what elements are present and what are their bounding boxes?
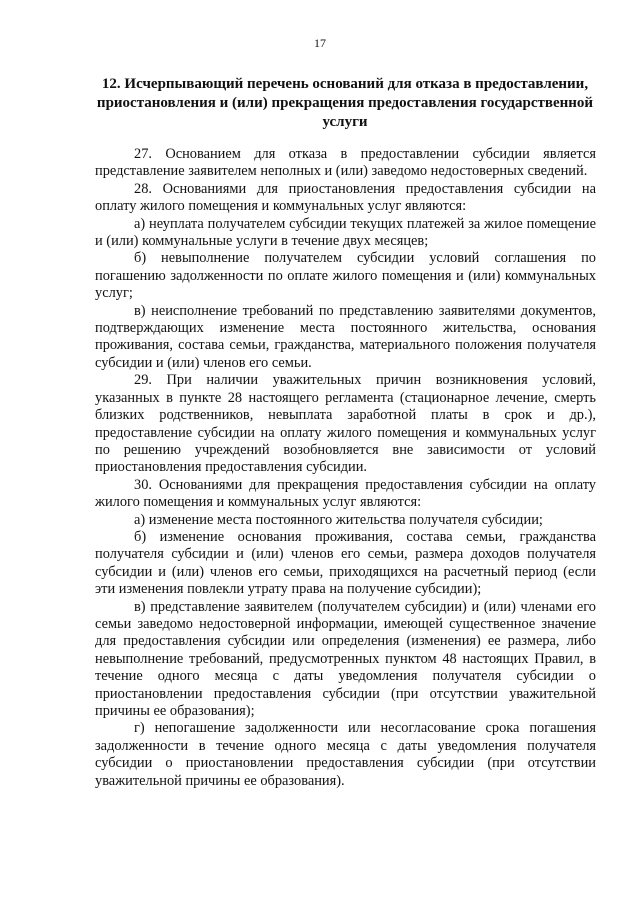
paragraph-30-b: б) изменение основания проживания, состава семьи, гражданства получателя субсидии и (или) членов его семьи, размера доходов получателя субсидии и (или) членов его семьи, приходящихся на расчетный период (если эти изменения повлекли утрату права на получение субсидии); — [95, 528, 596, 598]
paragraph-29: 29. При наличии уважительных причин возникновения условий, указанных в пункте 28 настоящего регламента (стационарное лечение, смерть близких родственников, невыплата заработной платы в срок и др.), предоставление субсидии на оплату жилого помещения и коммунальных услуг по решению учреждений возобновляется вне зависимости от условий приостановления предоставления субсидии. — [95, 372, 596, 476]
document-body — [95, 146, 596, 790]
paragraph-28-a: а) неуплата получателем субсидии текущих платежей за жилое помещение и (или) коммунальные услуги в течение двух месяцев; — [95, 215, 596, 250]
paragraph-30: 30. Основаниями для прекращения предоставления субсидии на оплату жилого помещения и коммунальных услуг являются: — [95, 476, 596, 511]
paragraph-27: 27. Основанием для отказа в предоставлении субсидии является представление заявителем неполных и (или) заведомо недостоверных сведений. — [95, 146, 596, 180]
paragraph-30-v: в) представление заявителем (получателем субсидии) и (или) членами его семьи заведомо недостоверной информации, имеющей существенное значение для предоставления субсидии или определения (изменения) ее размера, либо невыполнение требований, предусмотренных пунктом 48 настоящих Правил, в течение одного месяца с даты уведомления получателя субсидии о приостановлении предоставления субсидии (при отсутствии уважительной причины ее образования); — [95, 598, 596, 719]
paragraph-28-b: б) невыполнение получателем субсидии условий соглашения по погашению задолженности по оплате жилого помещения и (или) коммунальных услуг; — [95, 250, 596, 302]
paragraph-30-g: г) непогашение задолженности или несогласование срока погашения задолженности в течение одного месяца с даты уведомления получателя субсидии о приостановлении предоставления субсидии (при отсутствии уважительной причины ее образования). — [95, 720, 596, 789]
paragraph-28-v: в) неисполнение требований по представлению заявителями документов, подтверждающих изменение места постоянного жительства, основания проживания, состава семьи, гражданства, материального положения получателя субсидии и (или) членов его семьи. — [95, 302, 596, 371]
section-heading: 12. Исчерпывающий перечень оснований для отказа в предоставлении, приостановления и (или) прекращения предоставления государственной услуги — [96, 76, 594, 130]
paragraph-28: 28. Основаниями для приостановления предоставления субсидии на оплату жилого помещения и коммунальных услуг являются: — [95, 180, 596, 215]
paragraph-30-a: а) изменение места постоянного жительства получателя субсидии; — [134, 511, 543, 528]
page-number: 17 — [314, 36, 326, 50]
